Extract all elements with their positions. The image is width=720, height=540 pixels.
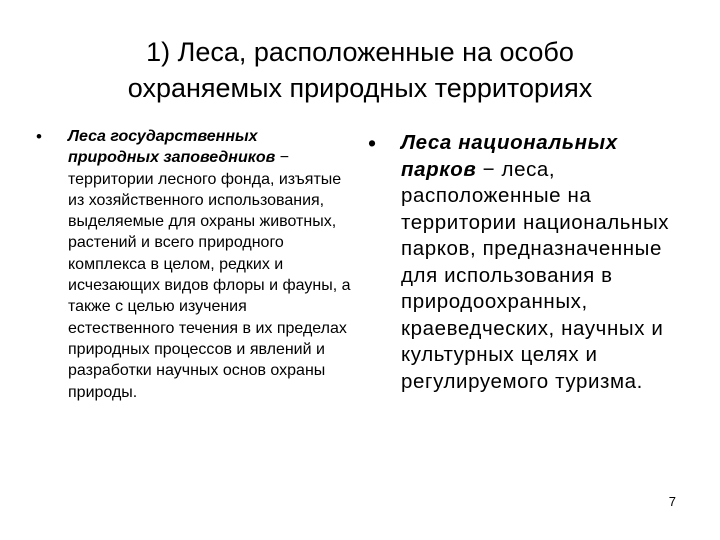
right-bullet-item [368,130,698,395]
left-bullet-text [68,126,351,403]
bullet-icon: • [368,130,377,156]
right-bullet-text [401,130,698,395]
left-column [36,126,351,403]
right-column [368,130,698,395]
left-bullet-item [36,126,351,403]
slide-title [60,34,660,106]
bullet-icon: • [36,127,42,146]
page-number: 7 [668,494,676,509]
right-term: Леса национальных парков [401,131,618,181]
left-definition: − территории лесного фонда, изъятые из хозяйственного использования, выделяемые для охраны животных, растений и всего природного комплекса в целом, редких и исчезающих видов флоры и фауны, а также с целью изучения естественного течения в их пределах природных процессов и явлений и разработки научных основ охраны природы. [68,149,351,401]
right-definition: − леса, расположенные на территории национальных парков, предназначенные для использования в природоохранных, краеведческих, научных и культурных целях и регулируемого туризма. [401,157,670,393]
slide-title-line-1: 1) Леса, расположенные на особо [146,37,574,67]
left-term: Леса государственных природных заповедников [68,128,276,167]
slide-title-line-2: охраняемых природных территориях [127,73,593,103]
